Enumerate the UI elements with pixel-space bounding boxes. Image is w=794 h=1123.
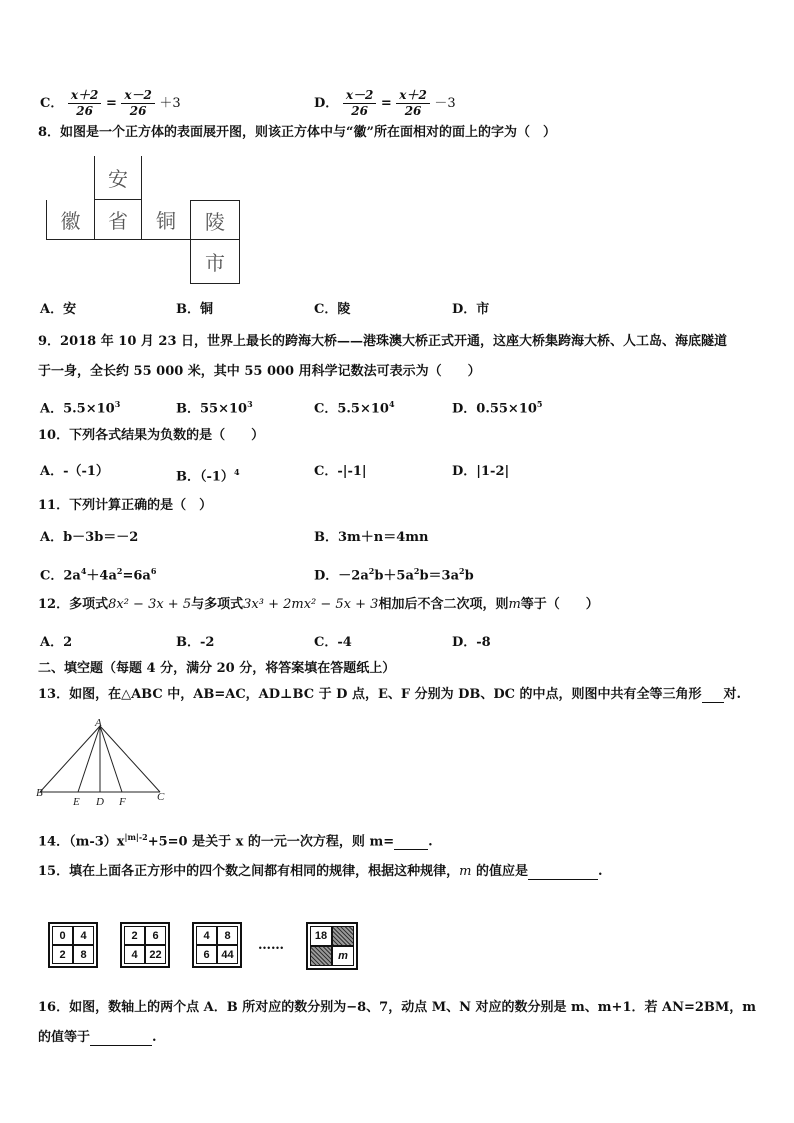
net-face-hui: 徽 <box>46 200 94 240</box>
option-label: C． <box>40 96 64 111</box>
segment-ac <box>100 726 160 792</box>
number-square-1 <box>48 922 98 968</box>
term: D．－2a <box>314 568 369 584</box>
square-cell: 6 <box>145 926 166 945</box>
q15-text <box>38 864 602 880</box>
equals-sign: = <box>380 96 392 111</box>
exponent: 2 <box>413 566 420 576</box>
tail-term: －3 <box>434 96 456 111</box>
q12-option-c: C．-4 <box>314 635 352 650</box>
numerator: x－2 <box>121 88 155 104</box>
number-square-3 <box>192 922 242 968</box>
option-label: B．（-1） <box>176 469 234 485</box>
q14-end: . <box>428 834 433 850</box>
q9-option-a <box>40 396 120 417</box>
fraction <box>68 88 102 119</box>
exponent: |m|-2 <box>124 832 148 842</box>
option-label: B．55×10 <box>176 401 248 417</box>
term: b＝3a <box>419 568 460 584</box>
equals-sign: = <box>105 96 117 111</box>
hatched-cell <box>310 946 332 966</box>
square-cell: 18 <box>310 926 332 946</box>
square-cell: 2 <box>52 945 73 964</box>
q12-text <box>38 597 599 613</box>
net-face-shi: 市 <box>190 240 240 284</box>
q14-part1: 14．（m-3）x <box>38 834 125 850</box>
option-label: C．-|-1| <box>314 464 367 479</box>
q12-mid: 与多项式 <box>191 597 244 612</box>
q8-text: 8．如图是一个正方体的表面展开图，则该正方体中与“徽”所在面相对的面上的字为（ ） <box>38 125 557 140</box>
q8-option-c: C．陵 <box>314 302 351 317</box>
net-face-an: 安 <box>94 156 142 200</box>
q7-option-c <box>40 88 181 119</box>
vertex-label-c: C <box>157 791 165 803</box>
q12-option-d: D．-8 <box>452 635 491 650</box>
number-square-2 <box>120 922 170 968</box>
denominator: 26 <box>351 104 368 118</box>
option-label: D． <box>314 96 339 111</box>
polynomial-2: 3x³ + 2mx² − 5x + 3 <box>243 597 379 612</box>
q16-line1: 16．如图，数轴上的两个点 A．B 所对应的数分别为−8、7，动点 M、N 对应的数分别是 m、m+1．若 AN=2BM，m <box>38 1000 757 1015</box>
segment-ae <box>78 726 100 792</box>
q11-option-a: A．b－3b＝－2 <box>40 530 139 545</box>
ellipsis: …… <box>258 938 284 953</box>
exponent: 2 <box>459 566 465 576</box>
q15-text-after: 的值应是 <box>471 864 528 879</box>
exponent: 4 <box>388 399 395 409</box>
q9-line2: 于一身，全长约 55 000 米，其中 55 000 用科学记数法可表示为（ ） <box>38 364 481 379</box>
q10-text: 10．下列各式结果为负数的是（ ） <box>38 428 265 443</box>
segment-af <box>100 726 122 792</box>
term: ＋4a <box>86 568 117 584</box>
vertex-label-a: A <box>95 717 102 729</box>
fraction <box>396 88 430 119</box>
q13-text <box>38 687 741 703</box>
point-label-d: D <box>96 796 104 808</box>
q12-suffix-2: 等于（ ） <box>520 597 599 612</box>
answer-blank[interactable] <box>90 1045 152 1046</box>
square-cell: 8 <box>217 926 238 945</box>
denominator: 26 <box>404 104 422 118</box>
cube-net-figure <box>46 156 246 286</box>
square-cell: 2 <box>124 926 145 945</box>
q12-suffix: 相加后不含二次项，则 <box>378 597 509 612</box>
answer-blank[interactable] <box>528 879 598 880</box>
q14-part2: +5=0 是关于 x 的一元一次方程，则 m= <box>147 834 395 850</box>
term: b <box>464 568 474 584</box>
q9-line1: 9．2018 年 10 月 23 日，世界上最长的跨海大桥——港珠澳大桥正式开通，这座大桥集跨海大桥、人工岛、海底隧道 <box>38 334 728 349</box>
variable-m: m <box>459 864 472 879</box>
option-label: A．5.5×10 <box>40 401 115 417</box>
square-cell: 4 <box>196 926 217 945</box>
exponent: 2 <box>116 566 123 576</box>
answer-blank[interactable] <box>394 849 428 850</box>
hatched-cell <box>332 926 354 946</box>
square-cell: 4 <box>124 945 145 964</box>
q11-option-d <box>314 563 474 584</box>
q11-text: 11．下列计算正确的是（ ） <box>38 498 213 513</box>
q8-option-d: D．市 <box>452 302 490 317</box>
term: C．2a <box>40 568 81 584</box>
tail-term: ＋3 <box>159 96 181 111</box>
q9-option-b <box>176 396 253 417</box>
numerator: x－2 <box>343 88 377 104</box>
option-label: C．5.5×10 <box>314 401 389 417</box>
q9-option-d <box>452 396 543 417</box>
q11-option-c <box>40 563 156 584</box>
q12-option-b: B．-2 <box>176 635 215 650</box>
exponent: 3 <box>247 399 253 409</box>
term: =6a <box>122 568 151 584</box>
polynomial-1: 8x² − 3x + 5 <box>108 597 192 612</box>
q8-option-b: B．铜 <box>176 302 213 317</box>
exponent: 4 <box>80 566 87 576</box>
variable-m: m <box>508 597 521 612</box>
square-cell: 44 <box>217 945 238 964</box>
denominator: 26 <box>76 104 93 118</box>
q16-line2-text: 的值等于 <box>38 1030 91 1045</box>
q7-option-d <box>314 88 456 119</box>
q9-option-c <box>314 396 395 417</box>
segment-ab <box>40 726 100 792</box>
fraction <box>121 88 155 119</box>
term: b＋5a <box>374 568 414 584</box>
numerator: x＋2 <box>68 88 102 104</box>
q13-text-before: 13．如图，在△ABC 中，AB=AC，AD⊥BC 于 D 点，E、F 分别为 DB、DC 的中点，则图中共有全等三角形 <box>38 687 702 702</box>
q10-option-a <box>40 464 109 480</box>
q8-option-a: A．安 <box>40 302 77 317</box>
option-label: D．|1-2| <box>452 464 510 479</box>
q15-text-before: 15．填在上面各正方形中的四个数之间都有相同的规律，根据这种规律， <box>38 864 460 879</box>
q16-line2 <box>38 1030 157 1046</box>
denominator: 26 <box>129 104 147 118</box>
triangle-figure <box>36 716 170 808</box>
vertex-label-b: B <box>36 787 43 799</box>
q14-text <box>38 829 433 850</box>
q12-option-a: A．2 <box>40 635 73 650</box>
square-cell: m <box>332 946 354 966</box>
q16-end: . <box>152 1030 157 1045</box>
option-label: A．-（-1） <box>40 464 109 479</box>
point-label-f: F <box>119 796 126 808</box>
numerator: x＋2 <box>396 88 430 104</box>
net-face-sheng: 省 <box>94 200 142 240</box>
square-cell: 4 <box>73 926 94 945</box>
exponent: 6 <box>150 566 157 576</box>
square-cell: 22 <box>145 945 166 964</box>
q12-prefix: 12．多项式 <box>38 597 109 612</box>
square-cell: 0 <box>52 926 73 945</box>
exponent: 3 <box>114 399 121 409</box>
q13-text-after: 对. <box>723 687 742 702</box>
exponent: 2 <box>368 566 375 576</box>
q15-end: . <box>597 864 603 879</box>
q11-option-b: B．3m＋n＝4mn <box>314 530 429 545</box>
option-label: D．0.55×10 <box>452 401 537 417</box>
exponent: 4 <box>233 467 240 477</box>
number-square-4 <box>306 922 358 970</box>
net-face-ling: 陵 <box>190 200 240 240</box>
q10-option-c <box>314 464 367 480</box>
answer-blank[interactable] <box>702 702 724 703</box>
q10-option-d <box>452 464 509 480</box>
section-heading: 二、填空题（每题 4 分，满分 20 分，将答案填在答题纸上） <box>38 661 396 676</box>
point-label-e: E <box>73 796 80 808</box>
square-cell: 6 <box>196 945 217 964</box>
q10-option-b <box>176 464 240 485</box>
net-face-tong: 铜 <box>142 200 190 240</box>
exponent: 5 <box>536 399 543 409</box>
fraction <box>343 88 377 119</box>
square-cell: 8 <box>73 945 94 964</box>
